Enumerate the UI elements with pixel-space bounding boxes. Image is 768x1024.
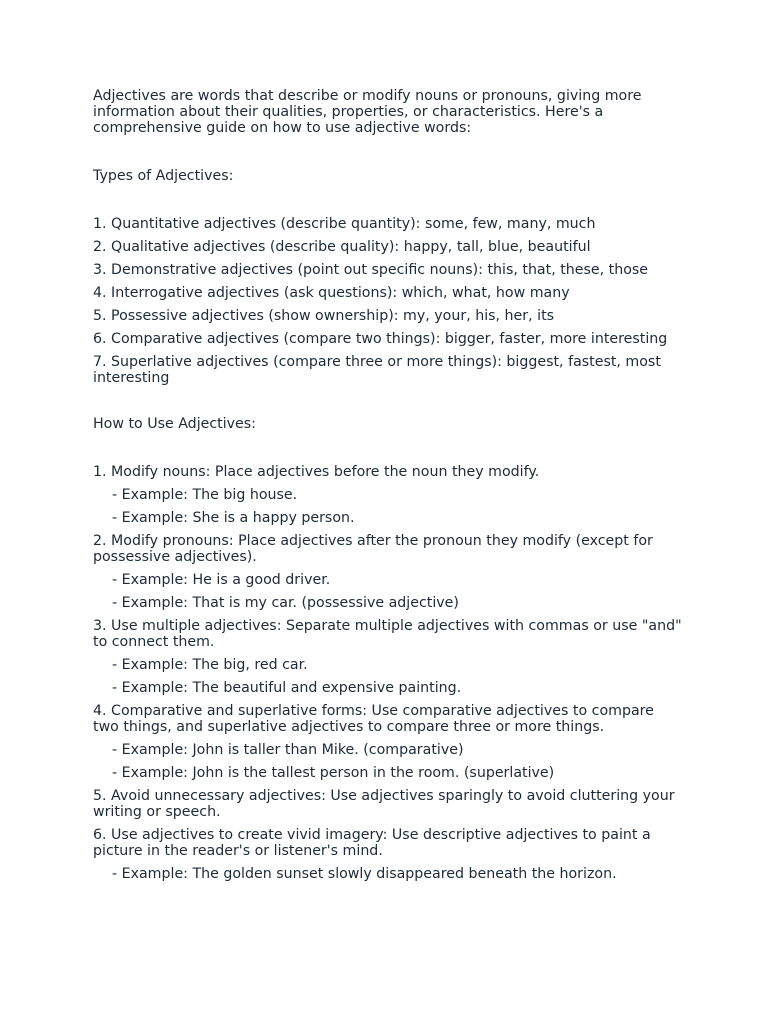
types-list (93, 216, 683, 386)
example-item: - Example: John is the tallest person in the room. (superlative) (112, 765, 555, 781)
list-item: 5. Avoid unnecessary adjectives: Use adjectives sparingly to avoid cluttering your writing or speech. (93, 788, 675, 820)
list-item: 5. Possessive adjectives (show ownership): my, your, his, her, its (93, 308, 555, 324)
list-item: 2. Qualitative adjectives (describe quality): happy, tall, blue, beautiful (93, 239, 591, 255)
example-item: - Example: The beautiful and expensive painting. (112, 680, 462, 696)
example-item: - Example: John is taller than Mike. (comparative) (112, 742, 464, 758)
example-item: - Example: She is a happy person. (112, 510, 355, 526)
list-item: 3. Demonstrative adjectives (point out specific nouns): this, that, these, those (93, 262, 648, 278)
list-item: 4. Comparative and superlative forms: Use comparative adjectives to compare two things, and superlative adjectives to compare three or more things. (93, 703, 654, 735)
example-item: - Example: That is my car. (possessive adjective) (112, 595, 459, 611)
spacer (93, 184, 683, 216)
list-item: 1. Modify nouns: Place adjectives before the noun they modify. (93, 464, 540, 480)
list-item: 4. Interrogative adjectives (ask questions): which, what, how many (93, 285, 570, 301)
spacer (93, 432, 683, 464)
example-item: - Example: The golden sunset slowly disappeared beneath the horizon. (112, 866, 617, 882)
list-item: 7. Superlative adjectives (compare three or more things): biggest, fastest, most interesting (93, 354, 661, 386)
list-item: 3. Use multiple adjectives: Separate multiple adjectives with commas or use "and" to connect them. (93, 618, 682, 650)
list-item: 6. Use adjectives to create vivid imagery: Use descriptive adjectives to paint a picture in the reader's or listener's mind. (93, 827, 651, 859)
list-item: 2. Modify pronouns: Place adjectives after the pronoun they modify (except for possessive adjectives). (93, 533, 653, 565)
usage-list (93, 464, 683, 882)
types-heading: Types of Adjectives: (93, 168, 234, 184)
usage-heading: How to Use Adjectives: (93, 416, 256, 432)
example-item: - Example: The big house. (112, 487, 298, 503)
document-body (93, 88, 683, 889)
spacer (93, 393, 683, 416)
example-item: - Example: The big, red car. (112, 657, 308, 673)
list-item: 6. Comparative adjectives (compare two things): bigger, faster, more interesting (93, 331, 668, 347)
example-item: - Example: He is a good driver. (112, 572, 331, 588)
spacer (93, 136, 683, 168)
intro-paragraph: Adjectives are words that describe or modify nouns or pronouns, giving more information about their qualities, properties, or characteristics. Here's a comprehensive guide on how to use adjective words: (93, 88, 642, 136)
list-item: 1. Quantitative adjectives (describe quantity): some, few, many, much (93, 216, 596, 232)
